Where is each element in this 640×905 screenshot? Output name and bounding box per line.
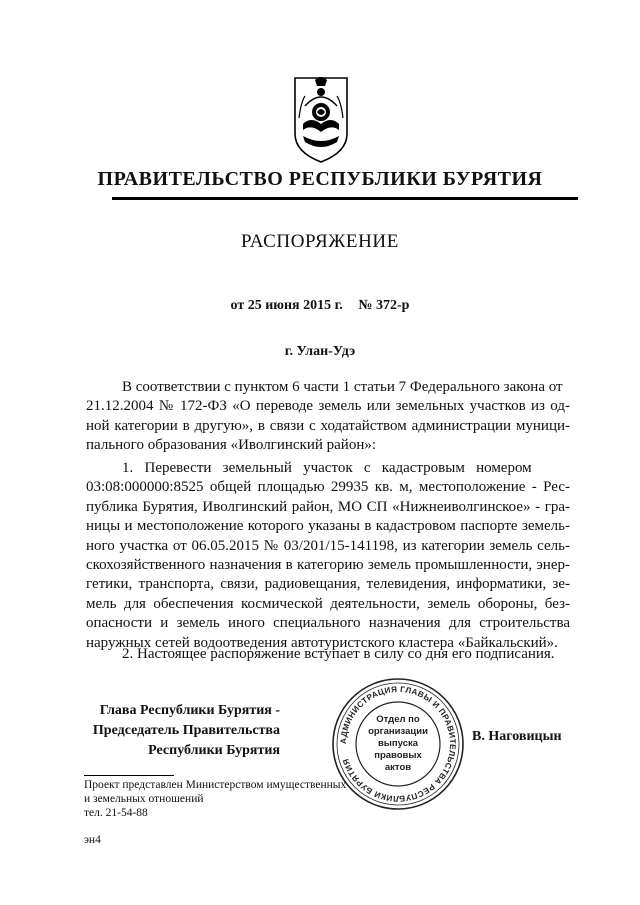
coat-of-arms-emblem [291,72,351,164]
item1-line: гетики, транспорта, связи, радиовещания, телевидения, информатики, зе- [86,576,570,593]
item1-line: мель для обеспечения космической деятельности, земель обороны, без- [86,595,570,612]
item1-line: ницы и местоположение которого указаны в кадастровом паспорте земель- [86,518,570,535]
date-number-line [0,298,640,314]
preamble-line: ной категории в другую», в связи с ходатайством администрации муници- [86,417,570,434]
footnote-line: и земельных отношений [84,793,204,805]
item-1-paragraph [86,459,570,653]
preamble-line: В соответствии с пунктом 6 части 1 статьи 7 Федерального закона от [122,379,563,395]
item1-line: ного участка от 06.05.2015 № 03/201/15-141198, из категории земель сель- [86,537,570,554]
item2-line: 2. Настоящее распоряжение вступает в силу со дня его подписания. [122,646,555,662]
item1-line: скохозяйственного назначения в категорию земель промышленности, энер- [86,557,570,574]
item-2-paragraph [86,645,570,664]
official-stamp [330,676,466,812]
signatory-title-line: Глава Республики Бурятия - [99,703,280,718]
stamp-center-line: Отдел по [376,714,420,725]
footnote-line: тел. 21-54-88 [84,807,148,819]
organization-title: ПРАВИТЕЛЬСТВО РЕСПУБЛИКИ БУРЯТИЯ [97,168,543,190]
stamp-center-line: актов [384,762,412,773]
document-number: № 372-р [358,298,410,313]
stamp-center-line: правовых [374,750,422,761]
footnote-line: Проект представлен Министерством имущественных [84,779,347,791]
document-date: от 25 июня 2015 г. [230,298,343,313]
signatory-title-line: Председатель Правительства [92,723,280,738]
item1-line: публика Бурятия, Иволгинский район, МО СП «Нижнеиволгинское» - гра- [86,498,570,515]
stamp-ring-text: АДМИНИСТРАЦИЯ ГЛАВЫ И ПРАВИТЕЛЬСТВА РЕСПУБЛИКИ БУРЯТИЯ [338,684,458,804]
signatory-name: В. Наговицын [472,729,562,744]
signatory-title-line: Республики Бурятия [148,743,280,758]
header-divider [112,197,578,200]
stamp-center-line: организации [368,726,428,737]
preamble-line: 21.12.2004 № 172-ФЗ «О переводе земель или земельных участков из од- [86,398,570,415]
document-type: РАСПОРЯЖЕНИЕ [241,231,399,252]
item1-line: 1. Перевести земельный участок с кадастровым номером [122,460,532,476]
preamble-paragraph [86,378,570,456]
document-code: эн4 [84,834,101,846]
stamp-center-line: выпуска [377,738,419,749]
signatory-title [82,701,280,761]
footnote [84,778,346,820]
item1-line: опасности и земель иного специального назначения для строительства [86,615,570,632]
item1-line: наружных сетей водоотведения автотуристского кластера «Байкальский». [86,634,558,651]
city: г. Улан-Удэ [284,344,356,359]
preamble-line: пального образования «Иволгинский район»: [86,437,377,454]
footnote-divider [84,775,174,776]
item1-line: 03:08:000000:8525 общей площадью 29935 кв. м, местоположение - Рес- [86,479,570,496]
